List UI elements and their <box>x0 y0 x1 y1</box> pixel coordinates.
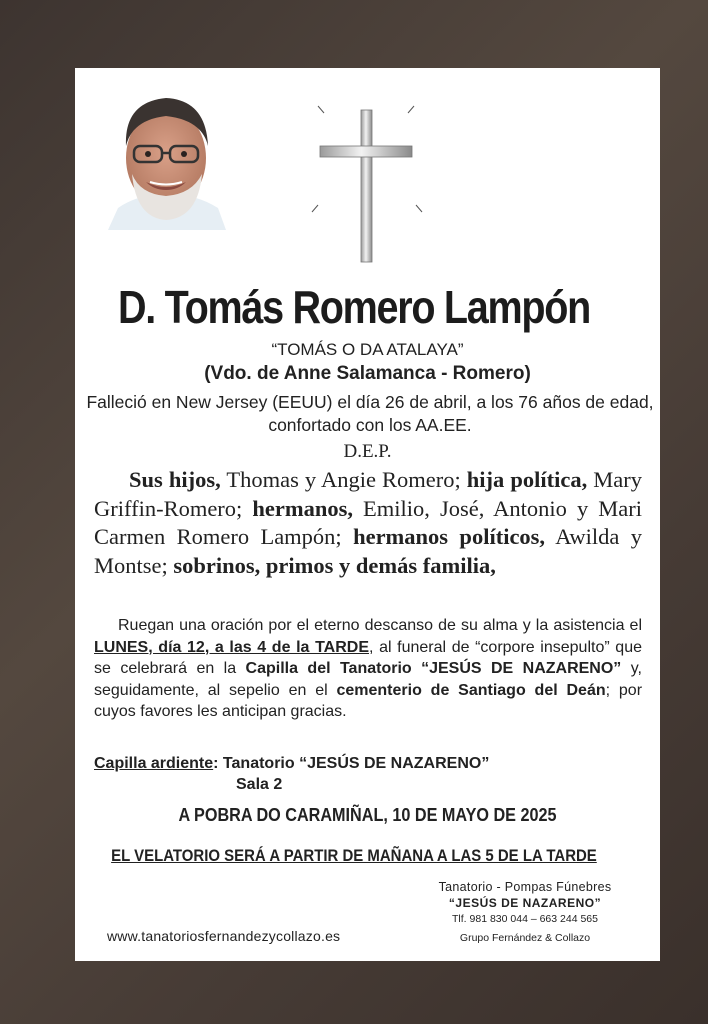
widower-line: (Vdo. de Anne Salamanca - Romero) <box>204 363 531 384</box>
deceased-name: D. Tomás Romero Lampón <box>117 281 591 333</box>
death-notice: Falleció en New Jersey (EEUU) el día 26 de abril, a los 76 años de edad, confortado con los AA.EE. <box>86 392 654 435</box>
cross-icon <box>306 100 426 270</box>
cemetery-name: cementerio de Santiago del Deán <box>336 681 606 699</box>
nickname: “TOMÁS O DA ATALAYA” <box>271 340 464 359</box>
capilla-value: : Tanatorio “JESÚS DE NAZARENO” <box>213 755 490 772</box>
request-part1: Ruegan una oración por el eterno descanso de su alma y la asistencia el <box>118 617 642 634</box>
family-list <box>94 466 642 580</box>
hija-politica-label: hija política, <box>466 467 588 492</box>
hijos-text: Thomas y Angie Romero; <box>220 467 467 492</box>
request-part3: y, seguidamente, al sepelio en el <box>94 660 642 699</box>
hermanos-politicos-label: hermanos políticos, <box>353 524 546 549</box>
hermanos-label: hermanos, <box>252 495 353 521</box>
velatorio-notice <box>0 846 708 866</box>
company-line1: Tanatorio - Pompas Fúnebres <box>438 880 612 894</box>
capilla-label: Capilla ardiente <box>94 755 214 772</box>
rest-family-label: sobrinos, primos y demás familia, <box>173 552 496 578</box>
hija-politica-text: Mary Griffin-Romero; <box>94 467 642 521</box>
funeral-request <box>94 615 642 723</box>
hermanos-text: Emilio, José, Antonio y Mari Carmen Romero Lampón; <box>94 495 642 549</box>
deceased-portrait <box>108 90 226 230</box>
company-group: Grupo Fernández & Collazo <box>459 932 591 944</box>
velatorio-text: EL VELATORIO SERÁ A PARTIR DE MAÑANA A LAS 5 DE LA TARDE <box>111 846 597 865</box>
hijos-label: Sus hijos, <box>129 467 221 492</box>
dep-line: D.E.P. <box>343 441 392 462</box>
request-part2: , al funeral de “corpore insepulto” que se celebrará en la <box>94 638 643 677</box>
request-part4: ; por cuyos favores les anticipan gracias. <box>94 681 643 720</box>
capilla-room <box>236 776 282 794</box>
company-line2: “JESÚS DE NAZARENO” <box>448 896 602 910</box>
company-phones: Tlf. 981 830 044 – 663 244 565 <box>452 913 598 925</box>
place-date: A POBRA DO CARAMIÑAL, 10 DE MAYO DE 2025 <box>178 805 557 825</box>
capilla-ardiente <box>94 755 489 773</box>
funeral-chapel: Capilla del Tanatorio “JESÚS DE NAZARENO” <box>245 660 622 677</box>
funeral-home-info <box>415 880 635 944</box>
hermanos-politicos-text: Awilda y Montse; <box>94 524 642 578</box>
funeral-datetime: LUNES, día 12, a las 4 de la TARDE <box>94 638 369 656</box>
room-label: Sala 2 <box>236 776 283 793</box>
website-link[interactable]: www.tanatoriosfernandezycollazo.es <box>107 928 341 944</box>
